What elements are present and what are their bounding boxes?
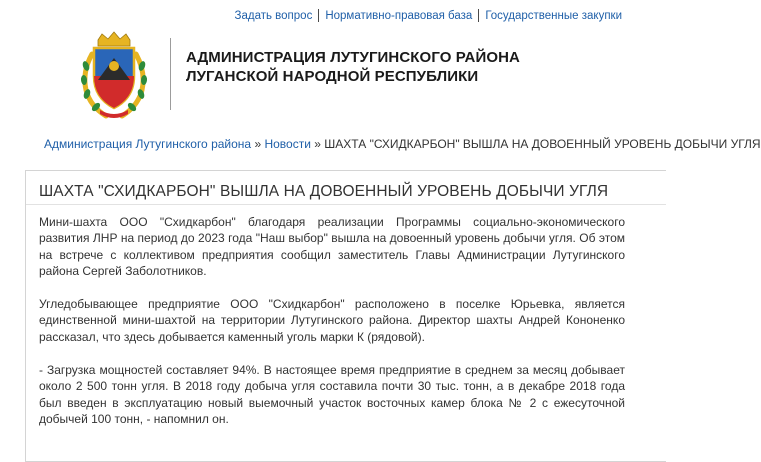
coat-of-arms-icon[interactable] <box>78 32 150 120</box>
ask-question-link[interactable]: Задать вопрос <box>234 9 313 22</box>
article-title: ШАХТА "СХИДКАРБОН" ВЫШЛА НА ДОВОЕННЫЙ УРОВЕНЬ ДОБЫЧИ УГЛЯ <box>39 183 609 200</box>
breadcrumb-news-link[interactable]: Новости <box>264 137 311 151</box>
breadcrumb-separator: » <box>314 137 321 151</box>
site-header <box>0 28 640 124</box>
site-title[interactable] <box>186 48 520 86</box>
article-panel <box>25 170 666 462</box>
article-paragraph: Угледобывающее предприятие ООО "Схидкарбон" расположено в поселке Юрьевка, является единственной мини-шахтой на территории Лутугинского района. Директор шахты Андрей Кононенко рассказал, что здесь добывается каменный уголь марки К (рядовой). <box>39 297 625 344</box>
breadcrumb <box>44 137 761 151</box>
top-links <box>235 9 622 22</box>
breadcrumb-current: ШАХТА "СХИДКАРБОН" ВЫШЛА НА ДОВОЕННЫЙ УРОВЕНЬ ДОБЫЧИ УГЛЯ <box>324 137 761 151</box>
legal-base-link[interactable]: Нормативно-правовая база <box>325 9 473 22</box>
breadcrumb-separator: » <box>254 137 262 151</box>
link-divider <box>478 9 479 22</box>
procurement-link[interactable]: Государственные закупки <box>485 9 622 22</box>
article-body <box>39 214 625 444</box>
article-paragraph: - Загрузка мощностей составляет 94%. В настоящее время предприятие в среднем за месяц добывает около 2 500 тонн угля. В 2018 году добыча угля составила почти 30 тыс. тонн, а в декабре 2018 года был введен в эксплуатацию новый выемочный участок восточных камер блока № 2 с ежесуточной добычей 100 тонн, - напомнил он. <box>39 363 625 426</box>
site-title-line1: АДМИНИСТРАЦИЯ ЛУТУГИНСКОГО РАЙОНА <box>186 49 520 66</box>
header-divider <box>170 38 171 110</box>
article-paragraph: Мини-шахта ООО "Схидкарбон" благодаря реализации Программы социально-экономического развития ЛНР на период до 2023 года "Наш выбор" вышла на довоенный уровень добычи угля. Об этом на встрече с коллективом предприятия сообщил заместитель Главы Администрации Лутугинского района Сергей Заболотников. <box>39 215 625 278</box>
title-divider <box>26 204 666 205</box>
breadcrumb-home-link[interactable]: Администрация Лутугинского района <box>44 137 252 151</box>
site-title-line2: ЛУГАНСКОЙ НАРОДНОЙ РЕСПУБЛИКИ <box>186 68 479 85</box>
link-divider <box>318 9 319 22</box>
